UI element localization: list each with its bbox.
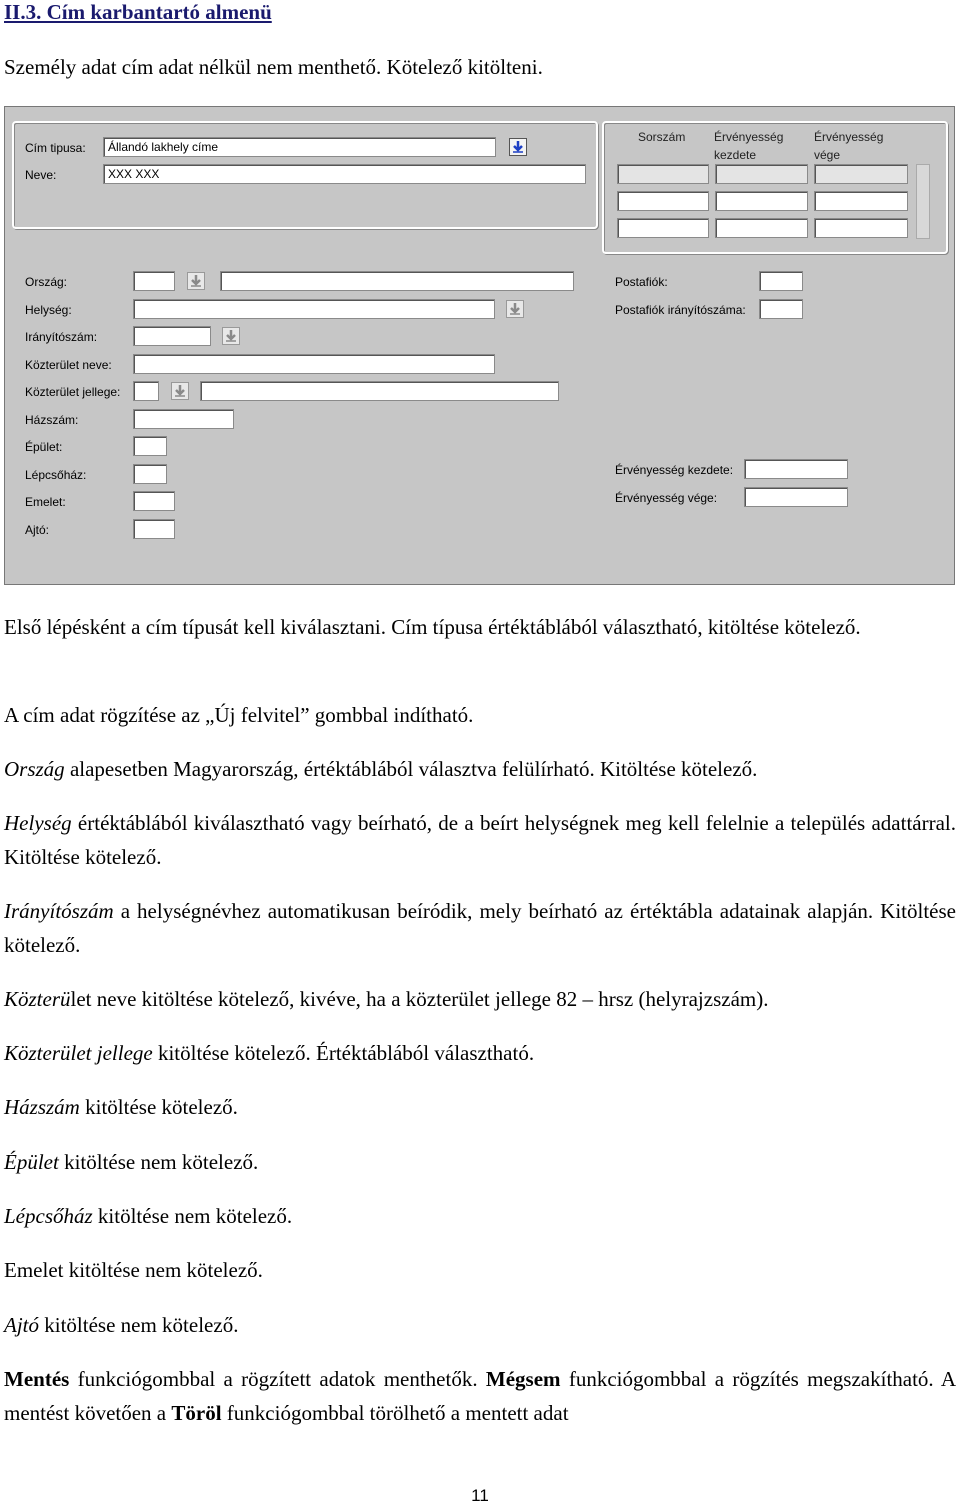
- iranyitoszam-field[interactable]: [133, 326, 211, 346]
- erv-vege-field[interactable]: [744, 487, 848, 507]
- dropdown-arrow-icon: [509, 138, 527, 156]
- kozterulet-jellege-dropdown[interactable]: [171, 382, 189, 400]
- erv-vege-label: Érvényesség vége:: [615, 491, 718, 505]
- para-functions-text-3: funkciógombbal törölhető a mentett adat: [221, 1401, 569, 1425]
- hazszam-label: Házszám:: [25, 413, 79, 427]
- iranyitoszam-label: Irányítószám:: [25, 330, 98, 344]
- dropdown-arrow-icon: [506, 300, 524, 318]
- neve-label: Neve:: [25, 168, 57, 182]
- hazszam-field[interactable]: [133, 409, 234, 429]
- emelet-field[interactable]: [133, 491, 175, 511]
- para-lepcsohaz-text: kitöltése nem kötelező.: [92, 1204, 293, 1228]
- para-epulet-text: kitöltése nem kötelező.: [58, 1150, 259, 1174]
- grid-cell[interactable]: [814, 218, 908, 238]
- intro-text: Személy adat cím adat nélkül nem menthető. Kötelező kitölteni.: [4, 55, 543, 79]
- erv-kezdete-header-2: kezdete: [714, 148, 757, 162]
- ajto-field[interactable]: [133, 519, 175, 539]
- cim-tipusa-field[interactable]: Állandó lakhely címe: [103, 137, 496, 157]
- para-epulet-term: Épület: [4, 1150, 59, 1174]
- para-lepcsohaz-term: Lépcsőház: [4, 1204, 93, 1228]
- kozterulet-jellege-code-field[interactable]: [133, 381, 159, 401]
- orszag-code-field[interactable]: [133, 271, 175, 291]
- grid-cell[interactable]: [715, 191, 808, 211]
- page-number: 11: [471, 1486, 489, 1505]
- epulet-label: Épület:: [25, 440, 63, 454]
- erv-vege-header-2: vége: [814, 148, 841, 162]
- cim-tipusa-dropdown[interactable]: [509, 138, 527, 156]
- erv-vege-header-1: Érvényesség: [814, 130, 884, 144]
- grid-cell[interactable]: [814, 191, 908, 211]
- postafiok-label: Postafiók:: [615, 275, 668, 289]
- lepcsohaz-label: Lépcsőház:: [25, 468, 87, 482]
- para-hazszam-text: kitöltése kötelező.: [79, 1095, 238, 1119]
- para-orszag-text: alapesetben Magyarország, értéktáblából választva felülírható. Kitöltése kötelező.: [64, 757, 758, 781]
- para-functions-text-1: funkciógombbal a rögzített adatok menthetők.: [69, 1367, 486, 1391]
- grid-cell[interactable]: [617, 191, 709, 211]
- neve-field[interactable]: XXX XXX: [103, 164, 586, 184]
- para-lepcsohaz: [4, 1199, 956, 1233]
- lepcsohaz-field[interactable]: [133, 464, 167, 484]
- grid-cell[interactable]: [715, 164, 808, 184]
- para-functions: [4, 1362, 956, 1430]
- para-kozterulet-neve: [4, 982, 956, 1016]
- para-iranyitoszam: [4, 894, 956, 962]
- para-kozterulet-jellege-text: kitöltése kötelező. Értéktáblából választható.: [152, 1041, 535, 1065]
- ajto-label: Ajtó:: [25, 523, 50, 537]
- orszag-label: Ország:: [25, 275, 68, 289]
- iranyitoszam-dropdown[interactable]: [222, 327, 240, 345]
- grid-cell[interactable]: [814, 164, 908, 184]
- orszag-name-field[interactable]: [220, 271, 574, 291]
- erv-kezdete-header-1: Érvényesség: [714, 130, 784, 144]
- megsem-term: Mégsem: [485, 1367, 561, 1391]
- para-orszag: [4, 752, 956, 786]
- helyseg-label: Helység:: [25, 303, 72, 317]
- kozterulet-neve-label: Közterület neve:: [25, 358, 112, 372]
- epulet-field[interactable]: [133, 436, 167, 456]
- grid-cell[interactable]: [617, 164, 709, 184]
- section-heading: II.3. Cím karbantartó almenü: [4, 0, 272, 24]
- para-uj-felvitel: A cím adat rögzítése az „Új felvitel” gombbal indítható.: [4, 703, 474, 727]
- postafiok-irsz-field[interactable]: [759, 299, 803, 319]
- erv-kezdete-field[interactable]: [744, 459, 848, 479]
- helyseg-dropdown[interactable]: [506, 300, 524, 318]
- orszag-dropdown[interactable]: [187, 272, 205, 290]
- para-helyseg: [4, 806, 956, 874]
- kozterulet-jellege-name-field[interactable]: [200, 381, 559, 401]
- para-functions-text-2: funkciógombbal a rögzítés megszakítható. A mentést követően a: [4, 1367, 956, 1425]
- mentes-term: Mentés: [4, 1367, 70, 1391]
- postafiok-irsz-label: Postafiók irányítószáma:: [615, 303, 746, 317]
- kozterulet-jellege-label: Közterület jellege:: [25, 385, 121, 399]
- para-iranyitoszam-text: a helységnévhez automatikusan beíródik, mely beírható az értéktábla adatainak alapján. Kitöltése kötelező.: [4, 899, 956, 957]
- para-kozterulet-neve-text: let neve kitöltése kötelező, kivéve, ha a közterület jellege 82 – hrsz (helyrajzszám).: [70, 987, 769, 1011]
- grid-cell[interactable]: [617, 218, 709, 238]
- para-hazszam-term: Házszám: [4, 1095, 80, 1119]
- para-emelet: Emelet kitöltése nem kötelező.: [4, 1258, 263, 1282]
- para-ajto: [4, 1308, 956, 1342]
- para-hazszam: [4, 1090, 956, 1124]
- kozterulet-neve-field[interactable]: [133, 354, 495, 374]
- para-ajto-term: Ajtó: [4, 1313, 39, 1337]
- cim-tipusa-label: Cím tipusa:: [25, 141, 86, 155]
- para-iranyitoszam-term: Irányítószám: [4, 899, 114, 923]
- sorszam-header: Sorszám: [638, 130, 686, 144]
- para-helyseg-term: Helység: [4, 811, 72, 835]
- grid-scrollbar[interactable]: [916, 164, 930, 239]
- emelet-label: Emelet:: [25, 495, 66, 509]
- para-kozterulet-jellege: [4, 1036, 956, 1070]
- dropdown-arrow-icon: [171, 382, 189, 400]
- helyseg-field[interactable]: [133, 299, 495, 319]
- para-epulet: [4, 1145, 956, 1179]
- para-helyseg-text: értéktáblából kiválasztható vagy beírható, de a beírt helységnek meg kell felelnie a település adattárral. Kitöltése kötelező.: [4, 811, 956, 869]
- dropdown-arrow-icon: [222, 327, 240, 345]
- torol-term: Töröl: [171, 1401, 222, 1425]
- para-kozterulet-neve-term: Közterü: [4, 987, 71, 1011]
- erv-kezdete-label: Érvényesség kezdete:: [615, 463, 734, 477]
- address-form: [4, 106, 955, 585]
- grid-cell[interactable]: [715, 218, 808, 238]
- postafiok-field[interactable]: [759, 271, 803, 291]
- dropdown-arrow-icon: [187, 272, 205, 290]
- para-orszag-term: Ország: [4, 757, 65, 781]
- para-kozterulet-jellege-term: Közterület jellege: [4, 1041, 153, 1065]
- para-cim-tipusa: Első lépésként a cím típusát kell kiválasztani. Cím típusa értéktáblából választható, kitöltése kötelező.: [4, 615, 861, 639]
- para-ajto-text: kitöltése nem kötelező.: [39, 1313, 239, 1337]
